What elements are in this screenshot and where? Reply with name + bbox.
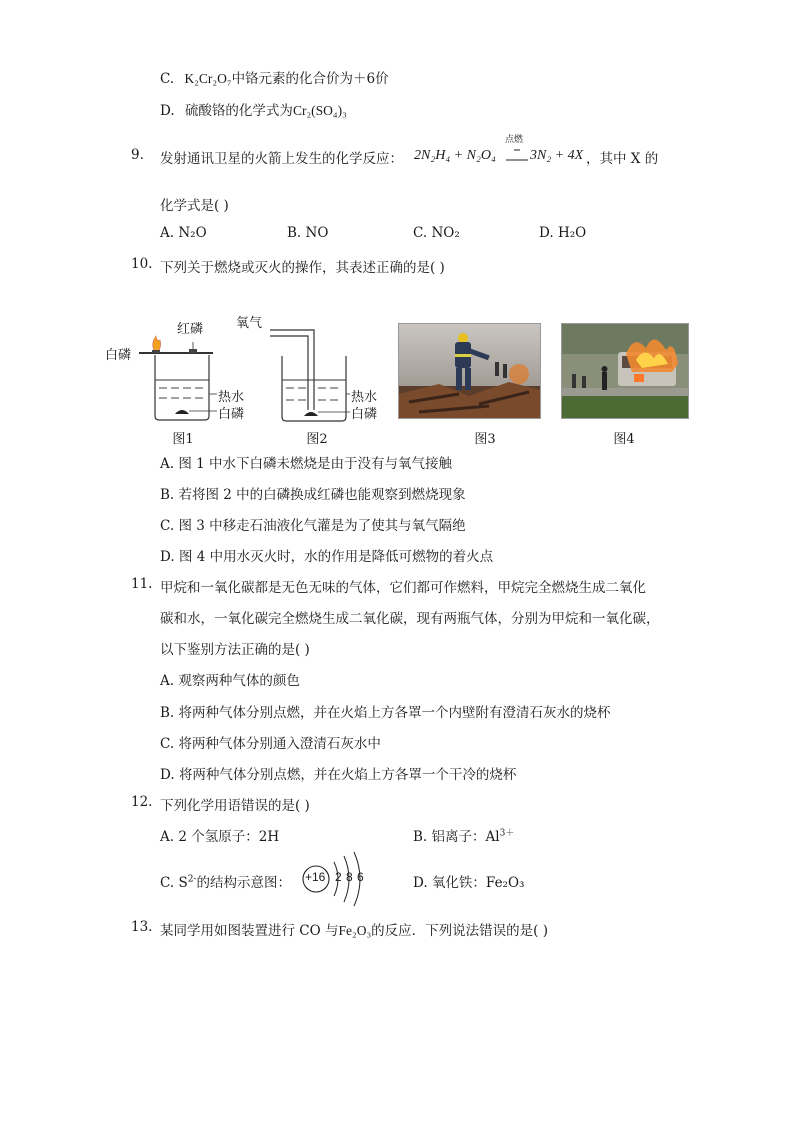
firefighter-photo	[398, 323, 541, 419]
option[interactable]	[160, 483, 466, 503]
option[interactable]	[160, 763, 516, 783]
option-letter: D.	[160, 767, 175, 783]
option[interactable]	[160, 514, 466, 534]
option-text: 若将图 2 中的白磷换成红磷也能观察到燃烧现象	[178, 487, 466, 503]
option-letter: C.	[160, 736, 175, 752]
equation-rhs: 3N₂ + 4X	[530, 148, 584, 163]
figure-2	[232, 308, 352, 423]
option-letter: A.	[160, 225, 175, 241]
formula: Cr₂(SO₄)₃	[292, 103, 347, 118]
option-text: 图 1 中水下白磷未燃烧是由于没有与氧气接触	[178, 456, 453, 472]
label-hot-water: 热水	[218, 390, 245, 405]
option-letter: D.	[413, 875, 428, 891]
figure-caption: 图2	[306, 432, 328, 447]
option[interactable]	[160, 452, 452, 472]
q8-option-d	[160, 99, 347, 119]
label-white-phosphorus: 白磷	[105, 348, 132, 363]
q13-stem	[160, 919, 548, 939]
option-letter: B.	[413, 829, 428, 845]
option-text: H₂O	[557, 225, 587, 241]
option-text: S	[178, 875, 188, 891]
q10-stem: 下列关于燃烧或灭火的操作，其表述正确的是( )	[160, 260, 445, 276]
firefighter-image-icon	[399, 324, 540, 418]
option-text: 氧化铁：Fe₂O₃	[431, 875, 525, 891]
option[interactable]	[287, 225, 328, 241]
label-red-phosphorus: 红磷	[177, 322, 204, 337]
formula: K₂Cr₂O₇	[184, 71, 232, 86]
equation-lhs: 2N₂H₄ + N₂O₄	[414, 148, 496, 163]
charge-superscript: 2-	[187, 874, 197, 885]
figure-1	[105, 312, 225, 422]
beaker-diagram	[105, 312, 225, 422]
shell-electrons: 6	[357, 870, 364, 884]
option-text: 铝离子：Al	[431, 829, 500, 845]
option[interactable]	[160, 871, 291, 891]
option-text: 硫酸铬的化学式为	[184, 103, 293, 119]
option-text: NO₂	[431, 225, 460, 241]
label-white-phosphorus: 白磷	[218, 407, 245, 422]
option-letter: A.	[160, 673, 175, 689]
option-letter: D.	[160, 549, 175, 565]
question-number: 13.	[131, 919, 153, 935]
option-text: 2 个氢原子：2H	[178, 829, 280, 845]
stem-text: 以下鉴别方法正确的是( )	[160, 642, 310, 658]
equals-arrow	[506, 144, 528, 162]
figure-caption: 图3	[474, 432, 496, 447]
stem-text: 发射通讯卫星的火箭上发生的化学反应：	[160, 151, 403, 167]
option-text: N₂O	[178, 225, 207, 241]
option[interactable]	[160, 225, 207, 241]
option-text: 将两种气体分别点燃，并在火焰上方各罩一个内壁附有澄清石灰水的烧杯	[178, 705, 611, 721]
question-number: 12.	[131, 794, 153, 810]
option[interactable]	[160, 825, 279, 845]
option-letter: D.	[160, 103, 175, 119]
option-letter: C.	[160, 71, 175, 87]
fire-scene-image-icon	[562, 324, 688, 418]
option[interactable]	[539, 225, 586, 241]
option-text: 将两种气体分别通入澄清石灰水中	[178, 736, 381, 752]
figure-caption: 图1	[172, 432, 194, 447]
shell-electrons: 2	[335, 870, 342, 884]
option-text: 中铬元素的化合价为＋6价	[231, 71, 389, 87]
stem-text: 某同学用如图装置进行 CO 与	[160, 923, 339, 939]
stem-text: 化学式是( )	[160, 198, 229, 214]
charge-superscript: 3＋	[499, 828, 515, 839]
nucleus-charge: +16	[305, 870, 326, 884]
stem-text: 的反应．下列说法错误的是( )	[371, 923, 548, 939]
option-letter: B.	[160, 705, 175, 721]
atomic-structure-diagram	[300, 848, 370, 910]
option-letter: A.	[160, 456, 175, 472]
option-letter: D.	[539, 225, 554, 241]
figure-caption: 图4	[613, 432, 635, 447]
option-letter: C.	[413, 225, 428, 241]
q8-option-c	[160, 67, 389, 87]
q12-stem: 下列化学用语错误的是( )	[160, 798, 310, 814]
label-white-phosphorus: 白磷	[351, 407, 378, 422]
option[interactable]	[413, 825, 514, 845]
option-text: 图 3 中移走石油液化气灌是为了使其与氧气隔绝	[178, 518, 466, 534]
stem-text: 碳和水，一氧化碳完全燃烧生成二氧化碳，现有两瓶气体，分别为甲烷和一氧化碳，	[160, 611, 660, 627]
reaction-condition: 点燃	[505, 135, 524, 145]
label-hot-water: 热水	[351, 390, 378, 405]
formula: Fe₂O₃	[338, 923, 372, 938]
burning-bus-photo	[561, 323, 689, 419]
option-letter: A.	[160, 829, 175, 845]
option-letter: C.	[160, 518, 175, 534]
question-number: 11.	[131, 576, 153, 592]
option-text: NO	[305, 225, 329, 241]
option-letter: B.	[287, 225, 302, 241]
option[interactable]	[413, 871, 524, 891]
q9-stem	[160, 147, 403, 167]
question-number: 9.	[131, 147, 144, 163]
stem-text: 甲烷和一氧化碳都是无色无味的气体，它们都可作燃料，甲烷完全燃烧生成二氧化	[160, 580, 646, 596]
option[interactable]	[413, 225, 460, 241]
option-letter: B.	[160, 487, 175, 503]
option-text: 将两种气体分别点燃，并在火焰上方各罩一个干冷的烧杯	[178, 767, 517, 783]
option-text: 图 4 中用水灭火时，水的作用是降低可燃物的着火点	[178, 549, 494, 565]
chemical-equation	[414, 130, 614, 170]
shell-electrons: 8	[346, 870, 353, 884]
option-letter: C.	[160, 875, 175, 891]
option[interactable]	[160, 701, 611, 721]
option[interactable]	[160, 669, 300, 689]
question-number: 10.	[131, 256, 153, 272]
option[interactable]	[160, 545, 493, 565]
option[interactable]	[160, 732, 381, 752]
option-text: 观察两种气体的颜色	[178, 673, 300, 689]
stem-text: ，其中 X 的	[586, 151, 659, 167]
label-oxygen: 氧气	[236, 316, 263, 331]
option-text: 的结构示意图：	[196, 875, 291, 891]
